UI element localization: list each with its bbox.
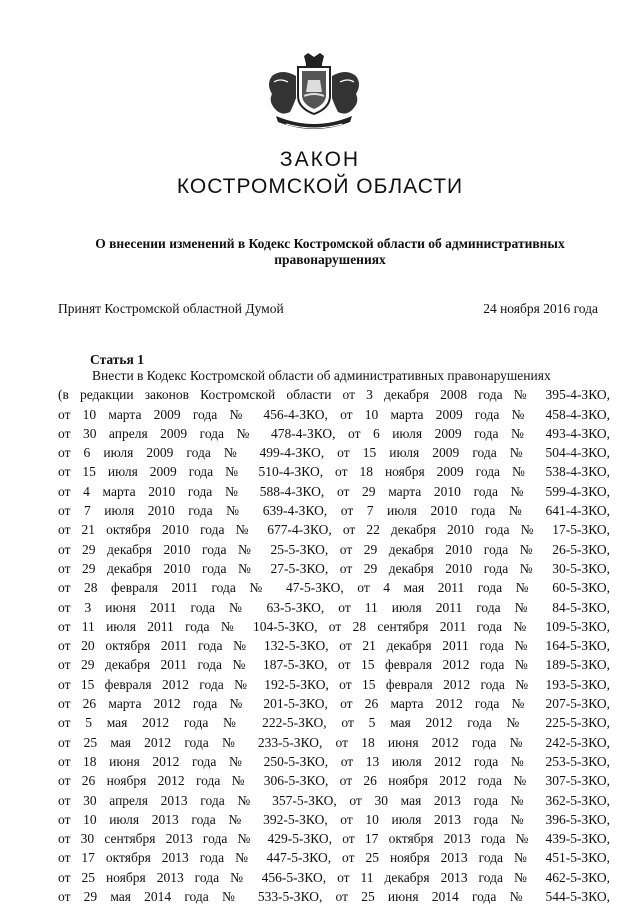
article-text-line: от 5 мая 2012 года № 222-5-ЗКО, от 5 мая 2012 года № 225-5-ЗКО, bbox=[58, 715, 610, 731]
article-text-line: от 29 декабря 2010 года № 25-5-ЗКО, от 29 декабря 2010 года № 26-5-ЗКО, bbox=[58, 541, 610, 557]
article-text-line: от 30 сентября 2013 года № 429-5-ЗКО, от 17 октября 2013 года № 439-5-ЗКО, bbox=[58, 831, 610, 847]
law-subject-line: правонарушениях bbox=[274, 252, 386, 267]
adopted-by: Принят Костромской областной Думой bbox=[58, 301, 284, 316]
law-region-title: КОСТРОМСКОЙ ОБЛАСТИ bbox=[176, 175, 464, 198]
article-heading: Статья 1 bbox=[90, 352, 144, 367]
article-text-line: от 15 февраля 2012 года № 192-5-ЗКО, от 15 февраля 2012 года № 193-5-ЗКО, bbox=[58, 676, 610, 692]
article-text-line: от 26 марта 2012 года № 201-5-ЗКО, от 26 марта 2012 года № 207-5-ЗКО, bbox=[58, 696, 610, 712]
article-text-line: от 25 мая 2012 года № 233-5-ЗКО, от 18 июня 2012 года № 242-5-ЗКО, bbox=[58, 734, 610, 750]
article-text-line: от 6 июля 2009 года № 499-4-ЗКО, от 15 июля 2009 года № 504-4-ЗКО, bbox=[58, 445, 610, 461]
article-text-line: от 7 июля 2010 года № 639-4-ЗКО, от 7 июля 2010 года № 641-4-ЗКО, bbox=[58, 503, 610, 519]
adoption-date: 24 ноября 2016 года bbox=[483, 301, 598, 316]
article-text-line: от 4 марта 2010 года № 588-4-ЗКО, от 29 марта 2010 года № 599-4-ЗКО, bbox=[58, 483, 610, 499]
law-title: ЗАКОН bbox=[279, 148, 361, 171]
article-text-line: от 29 мая 2014 года № 533-5-ЗКО, от 25 июня 2014 года № 544-5-ЗКО, bbox=[58, 889, 610, 905]
article-text-line: от 30 апреля 2013 года № 357-5-ЗКО, от 30 мая 2013 года № 362-5-ЗКО, bbox=[58, 792, 610, 808]
article-text-line: от 25 ноября 2013 года № 456-5-ЗКО, от 11 декабря 2013 года № 462-5-ЗКО, bbox=[58, 869, 610, 885]
article-text-line: (в редакции законов Костромской области от 3 декабря 2008 года № 395-4-ЗКО, bbox=[58, 387, 610, 403]
article-text-line: от 3 июня 2011 года № 63-5-ЗКО, от 11 июля 2011 года № 84-5-ЗКО, bbox=[58, 599, 610, 615]
law-subject bbox=[40, 236, 620, 268]
article-text-line: от 11 июля 2011 года № 104-5-ЗКО, от 28 сентября 2011 года № 109-5-ЗКО, bbox=[58, 618, 610, 634]
article-body bbox=[58, 366, 610, 906]
law-subject-line: О внесении изменений в Кодекс Костромской области об административных bbox=[95, 236, 565, 251]
article-text-line: от 29 декабря 2011 года № 187-5-ЗКО, от 15 февраля 2012 года № 189-5-ЗКО, bbox=[58, 657, 610, 673]
article-text-line: от 18 июня 2012 года № 250-5-ЗКО, от 13 июля 2012 года № 253-5-ЗКО, bbox=[58, 753, 610, 769]
article-text-line: от 30 апреля 2009 года № 478-4-ЗКО, от 6 июля 2009 года № 493-4-ЗКО, bbox=[58, 425, 610, 441]
article-text-line: от 15 июля 2009 года № 510-4-ЗКО, от 18 ноября 2009 года № 538-4-ЗКО, bbox=[58, 464, 610, 480]
article-text-line: от 21 октября 2010 года № 677-4-ЗКО, от 22 декабря 2010 года № 17-5-ЗКО, bbox=[58, 522, 610, 538]
article-text-line: от 28 февраля 2011 года № 47-5-ЗКО, от 4 мая 2011 года № 60-5-ЗКО, bbox=[58, 580, 610, 596]
article-text-line: от 20 октября 2011 года № 132-5-ЗКО, от 21 декабря 2011 года № 164-5-ЗКО, bbox=[58, 638, 610, 654]
article-text-line: от 17 октября 2013 года № 447-5-ЗКО, от 25 ноября 2013 года № 451-5-ЗКО, bbox=[58, 850, 610, 866]
adoption-line bbox=[58, 301, 598, 317]
article-text-line: Внести в Кодекс Костромской области об административных правонарушениях bbox=[92, 368, 551, 383]
article-text-line: от 26 ноября 2012 года № 306-5-ЗКО, от 26 ноября 2012 года № 307-5-ЗКО, bbox=[58, 773, 610, 789]
coat-of-arms-emblem bbox=[258, 52, 370, 134]
article-text-line: от 10 марта 2009 года № 456-4-ЗКО, от 10 марта 2009 года № 458-4-ЗКО, bbox=[58, 406, 610, 422]
article-text-line: от 29 декабря 2010 года № 27-5-ЗКО, от 29 декабря 2010 года № 30-5-ЗКО, bbox=[58, 560, 610, 576]
article-text-line: от 10 июля 2013 года № 392-5-ЗКО, от 10 июля 2013 года № 396-5-ЗКО, bbox=[58, 811, 610, 827]
